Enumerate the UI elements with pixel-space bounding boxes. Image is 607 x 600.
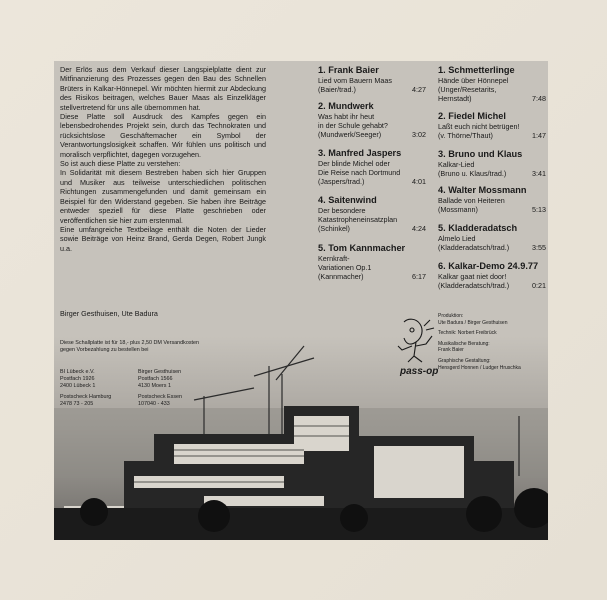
- track-credit: (Bruno u. Klaus/trad.): [438, 169, 507, 179]
- track-title: 3. Manfred Jaspers: [318, 148, 402, 158]
- track-title: 5. Tom Kannmacher: [318, 243, 406, 253]
- track-b1: [438, 65, 546, 104]
- address-left: [60, 369, 111, 408]
- track-time: 7:48: [532, 94, 546, 104]
- track-title: 4. Walter Mossmann: [438, 185, 527, 195]
- address-line: Postscheck Essen: [138, 394, 183, 400]
- song-title: Variationen Op.1: [318, 263, 372, 273]
- logo-text: pass-op: [400, 366, 438, 377]
- credit-line: Technik: Norbert Freibrück: [438, 330, 497, 337]
- track-time: 0:21: [532, 281, 546, 291]
- track-credit: (Kladderadatsch/trad.): [438, 243, 510, 253]
- address-line: 2400 Lübeck 1: [60, 383, 96, 389]
- pass-op-logo: [394, 316, 438, 378]
- authors: Birger Gesthuisen, Ute Badura: [60, 309, 158, 318]
- track-credit: (Kladderadatsch/trad.): [438, 281, 510, 291]
- track-credit: Hernstadt): [438, 94, 472, 104]
- intro-text: [60, 65, 266, 253]
- track-a1: [318, 65, 426, 94]
- track-b3: [438, 149, 546, 178]
- address-line: Postfach 1566: [138, 376, 173, 382]
- track-title: 2. Mundwerk: [318, 101, 374, 111]
- track-title: 1. Frank Baier: [318, 65, 379, 75]
- track-title: 6. Kalkar-Demo 24.9.77: [438, 261, 539, 271]
- track-a4: [318, 195, 426, 234]
- song-title: Der blinde Michel oder: [318, 159, 390, 168]
- address-line: Postfach 1926: [60, 376, 95, 382]
- song-title: Laßt euch nicht betrügen!: [438, 122, 520, 131]
- track-b4: [438, 185, 546, 214]
- intro-paragraph: Der Erlös aus dem Verkauf dieser Langspielplatte dient zur Mitfinanzierung des Prozesses gegen den Bau des Schnellen Brüters in Kalkar-Hönnepel. Wir möchten hiermit zur Abdeckung des Risikos beitragen, welches Bauer Maas als Einzelkläger stellvertretend für uns alle übernommen hat.: [60, 65, 266, 112]
- track-title: 3. Bruno und Klaus: [438, 149, 523, 159]
- credit-line: Ute Badura / Birger Gesthuisen: [438, 319, 508, 326]
- track-time: 3:41: [532, 169, 546, 179]
- track-time: 6:17: [412, 272, 426, 282]
- song-title: Kalkar-Lied: [438, 160, 475, 169]
- track-a2: [318, 101, 426, 140]
- track-credit: (Kannmacher): [318, 272, 364, 282]
- track-time: 1:47: [532, 131, 546, 141]
- track-credit: (Schinkel): [318, 224, 350, 234]
- track-time: 5:13: [532, 205, 546, 215]
- song-title: Kernkraft-: [318, 254, 350, 263]
- track-b5: [438, 223, 546, 252]
- address-line: 107040 - 433: [138, 401, 170, 407]
- song-title: Was habt ihr heut: [318, 112, 375, 121]
- address-line: 4130 Moers 1: [138, 383, 171, 389]
- track-title: 4. Saitenwind: [318, 195, 377, 205]
- song-title: (Unger/Resetarits,: [438, 85, 497, 95]
- track-a3: [318, 148, 426, 187]
- song-title: Der besondere: [318, 206, 366, 215]
- track-credit: (Mundwerk/Seeger): [318, 130, 382, 140]
- track-credit: (Mossmann): [438, 205, 478, 215]
- track-a5: [318, 243, 426, 282]
- intro-paragraph: Eine umfangreiche Textbeilage enthält die Noten der Lieder sowie Beiträge von Heinz Brand, Gerda Degen, Robert Jungk u.a.: [60, 224, 266, 253]
- address-line: Postscheck Hamburg: [60, 394, 112, 400]
- track-title: 5. Kladderadatsch: [438, 223, 518, 233]
- track-b2: [438, 111, 546, 140]
- song-title: Hände über Hönnepel: [438, 76, 509, 85]
- address-line: BI Lübeck e.V.: [60, 369, 95, 375]
- track-credit: (Jaspers/trad.): [318, 177, 365, 187]
- address-line: 2478 73 - 205: [60, 401, 94, 407]
- cover-panel: [54, 61, 548, 540]
- credit-line: Graphische Gestaltung:: [438, 357, 491, 364]
- credit-line: Hensgerd Honnen / Ludger Hruschka: [438, 364, 521, 371]
- track-time: 3:02: [412, 130, 426, 140]
- intro-paragraph: In Solidarität mit diesem Bestreben haben sich hier Gruppen und Musiker aus teilweise unterschiedlichen politischen Richtungen zusammengefunden und damit gemeinsam ein Beispiel für den Widerstand gegeben. Sie haben ihre Beiträge entweder speziell für diese Platte geschrieben oder veröffentlichen sie hier zum erstenmal.: [60, 168, 266, 225]
- track-title: 1. Schmetterlinge: [438, 65, 515, 75]
- song-title: Almelo Lied: [438, 234, 476, 243]
- song-title: Katastropheneinsatzplan: [318, 215, 398, 225]
- order-info: Diese Schallplatte ist für 18,- plus 2,50 DM Versandkosten gegen Vorbezahlung zu bestellen bei: [60, 340, 200, 353]
- credit-line: Musikalische Beratung:: [438, 340, 490, 347]
- track-time: 4:27: [412, 85, 426, 95]
- intro-paragraph: Diese Platte soll Ausdruck des Kampfes gegen ein lebensbedrohendes Projekt sein, durch das Technokraten und rücksichtslose Geschäftemacher ein Symbol der Verantwortungslosigkeit schaffen. Wir fühlen uns politisch und moralisch verpflichtet, dagegen vorzugehen.: [60, 112, 266, 159]
- song-title: Kalkar gaat niet door!: [438, 272, 507, 281]
- credit-line: Frank Baier: [438, 347, 464, 354]
- address-right: [138, 369, 182, 408]
- song-title: Die Reise nach Dortmund: [318, 168, 401, 178]
- song-title: in der Schule gehabt?: [318, 121, 388, 131]
- track-credit: (Baier/trad.): [318, 85, 356, 95]
- track-time: 4:01: [412, 177, 426, 187]
- intro-paragraph: So ist auch diese Platte zu verstehen:: [60, 159, 181, 169]
- credit-line: Produktion:: [438, 313, 464, 319]
- song-title: Ballade von Heiteren: [438, 196, 505, 205]
- song-title: Lied vom Bauern Maas: [318, 76, 392, 85]
- track-time: 4:24: [412, 224, 426, 234]
- track-credit: (v. Thörne/Thaut): [438, 131, 493, 141]
- address-line: Birger Gesthuisen: [138, 369, 182, 375]
- track-title: 2. Fiedel Michel: [438, 111, 506, 121]
- production-credits: [438, 313, 546, 371]
- track-b6: [438, 261, 546, 290]
- track-time: 3:55: [532, 243, 546, 253]
